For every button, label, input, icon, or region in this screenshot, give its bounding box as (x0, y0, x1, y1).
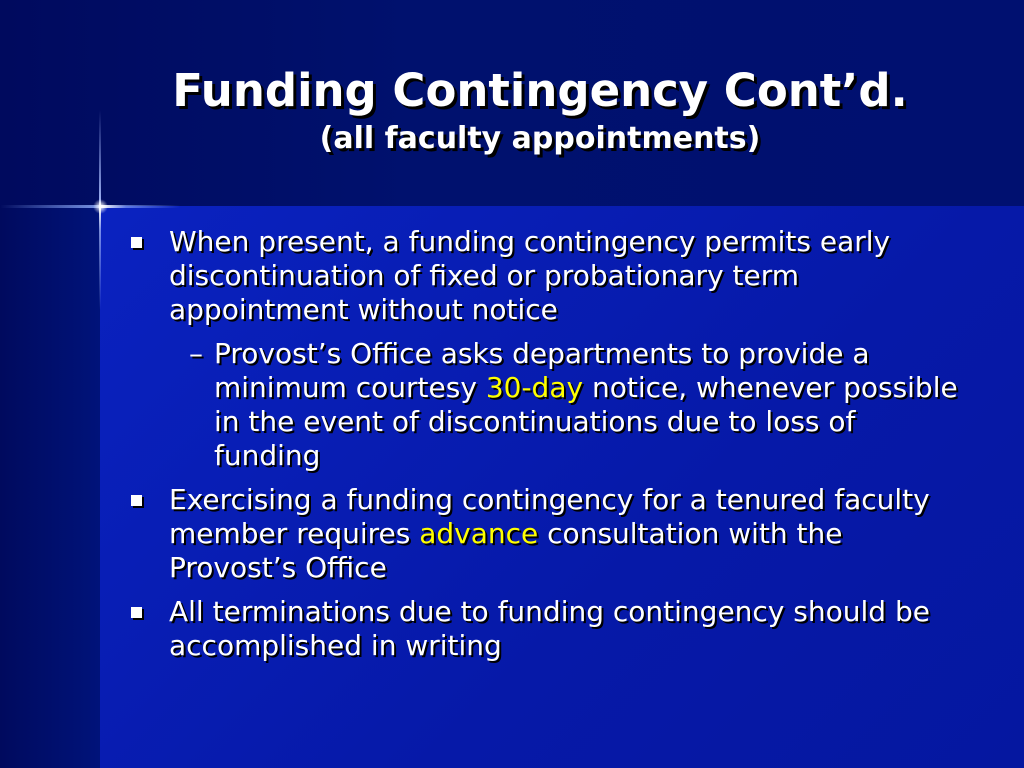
bullet-item (128, 595, 958, 663)
bullet-item (128, 483, 958, 585)
bullet-text-after: consultation with the Provost’s Office (169, 517, 843, 584)
square-bullet-icon (131, 607, 142, 618)
slide-title (100, 62, 980, 158)
bullet-text-before: Exercising a funding contingency for a tenured faculty member requires (169, 483, 930, 550)
square-bullet-icon (131, 237, 142, 248)
sub-bullet-item (128, 337, 958, 473)
sub-bullet-text-after: notice, whenever possible in the event of discontinuations due to loss of funding (214, 371, 958, 472)
highlight-advance: advance (419, 517, 539, 550)
bullet-item (128, 225, 958, 473)
title-main: Funding Contingency Cont’d. (172, 64, 908, 117)
highlight-30-day: 30-day (485, 371, 584, 404)
sparkle-icon (93, 199, 108, 214)
horizontal-accent-line (0, 205, 180, 208)
title-subtitle: (all faculty appointments) (319, 121, 761, 156)
left-band (0, 206, 100, 768)
bullet-list (128, 225, 958, 673)
bullet-text: All terminations due to funding contingency should be accomplished in writing (169, 595, 930, 662)
dash-bullet-icon: – (189, 337, 203, 370)
bullet-text: When present, a funding contingency permits early discontinuation of fixed or probationary term appointment without notice (169, 225, 891, 326)
sub-bullet-text-before: Provost’s Office asks departments to provide a minimum courtesy (214, 337, 870, 404)
square-bullet-icon (131, 495, 142, 506)
